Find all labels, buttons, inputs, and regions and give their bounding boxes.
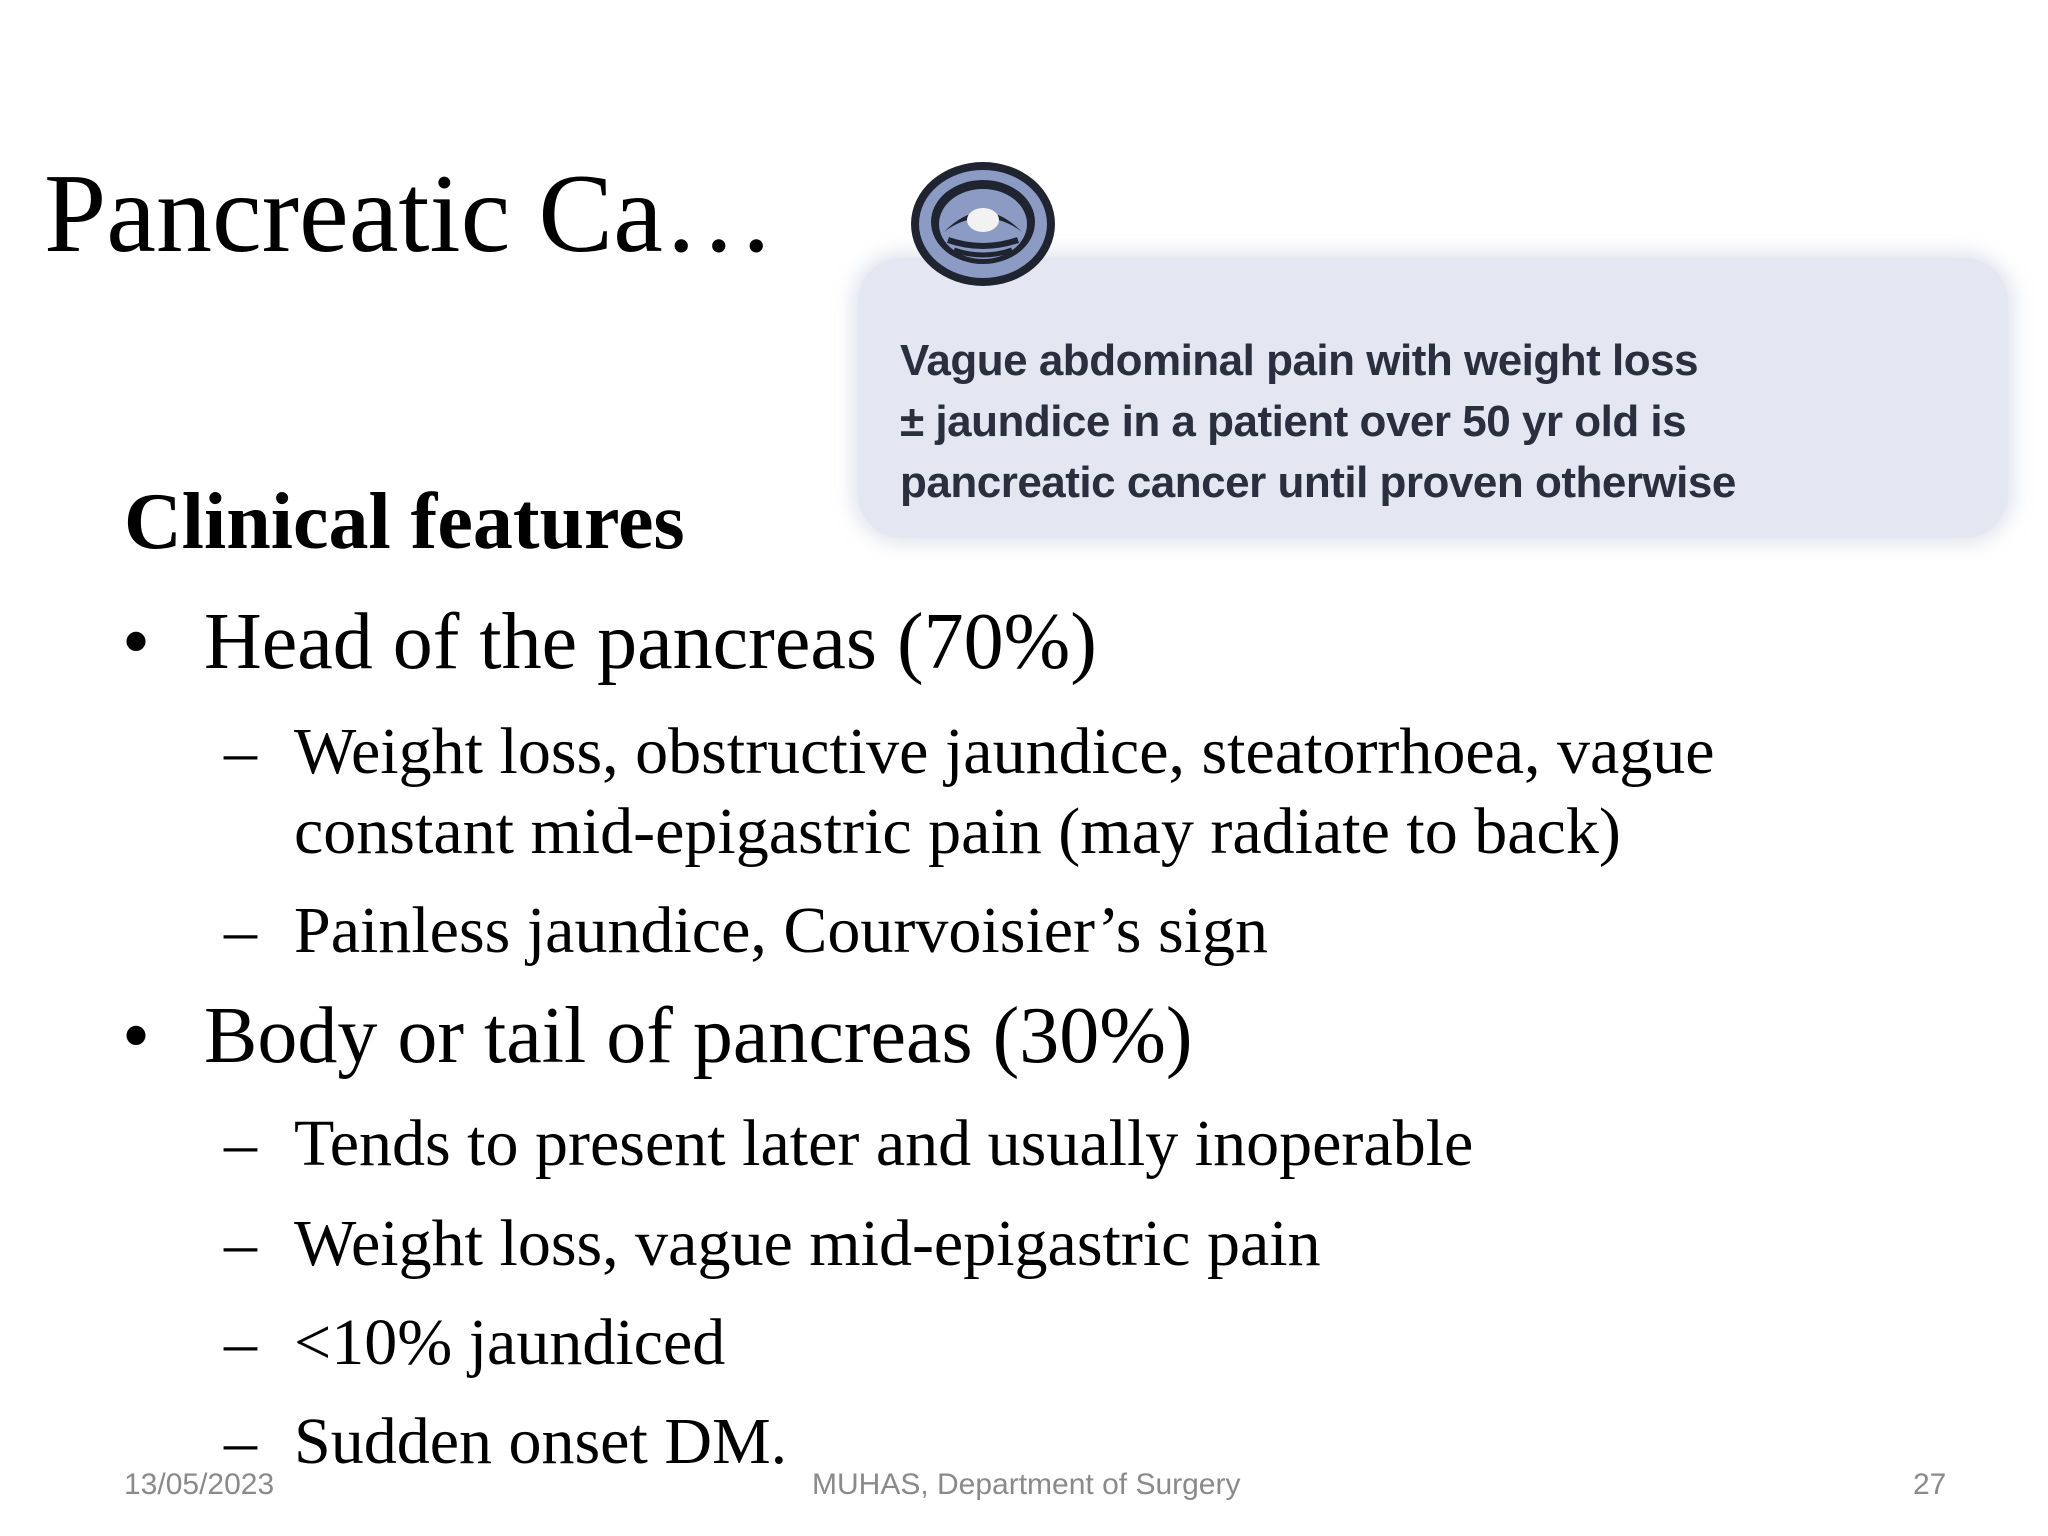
sub-bullet-item [224,1303,725,1383]
callout-text [900,330,1980,513]
section-heading: Clinical features [124,478,685,566]
bullet-marker: • [122,598,151,686]
sub-bullet-item [224,891,1268,971]
sub-bullet-text: Sudden onset DM. [294,1405,788,1478]
sub-bullet-marker: – [224,715,257,788]
sub-bullet-marker: – [224,894,257,967]
footer-department: MUHAS, Department of Surgery [812,1468,1241,1501]
sub-bullet-item [224,1402,787,1482]
bullet-label: Head of the pancreas (70%) [204,598,1097,686]
bullet-item [122,992,1193,1080]
seal-logo-icon [904,152,1062,292]
sub-bullet-marker: – [224,1107,257,1180]
sub-bullet-marker: – [224,1306,257,1379]
bullet-item [122,598,1097,686]
bullet-marker: • [122,992,151,1080]
footer-page-number: 27 [1913,1468,1947,1501]
sub-bullet-text: Weight loss, obstructive jaundice, steatorrhoea, vague constant mid-epigastric pain (may radiate to back) [294,715,1715,868]
callout-line: pancreatic cancer until proven otherwise [900,458,1736,507]
sub-bullet-item [224,712,1944,872]
footer-date: 13/05/2023 [124,1468,275,1501]
sub-bullet-text: Weight loss, vague mid-epigastric pain [294,1207,1321,1280]
sub-bullet-item [224,1104,1473,1184]
sub-bullet-marker: – [224,1405,257,1478]
slide-title: Pancreatic Ca… [44,152,775,276]
bullet-label: Body or tail of pancreas (30%) [204,992,1193,1080]
callout-line: Vague abdominal pain with weight loss [900,336,1699,385]
callout-box [858,258,2008,538]
callout-line: ± jaundice in a patient over 50 yr old is [900,397,1687,446]
sub-bullet-text: Painless jaundice, Courvoisier’s sign [294,894,1269,967]
sub-bullet-text: Tends to present later and usually inoperable [294,1107,1474,1180]
sub-bullet-marker: – [224,1207,257,1280]
sub-bullet-item [224,1204,1321,1284]
sub-bullet-text: <10% jaundiced [294,1306,726,1379]
